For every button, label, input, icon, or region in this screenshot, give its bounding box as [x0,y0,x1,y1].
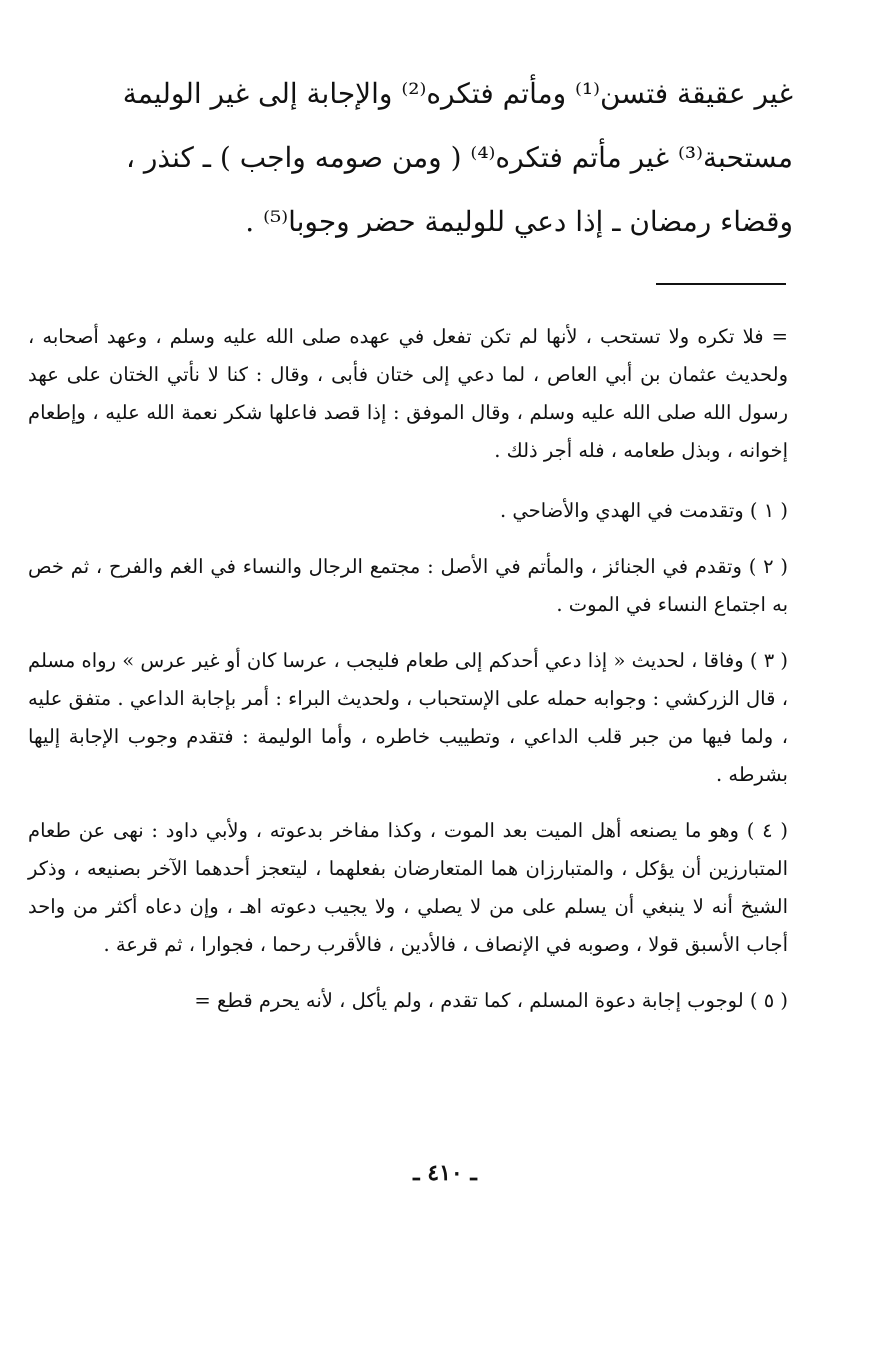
main-text-line: وقضاء رمضان ـ إذا دعي للوليمة حضر وجوبا⁽⁵⁾ . [245,205,793,238]
main-text-line: غير عقيقة فتسن⁽¹⁾ ومأتم فتكره⁽²⁾ والإجابة إلى غير الوليمة [122,77,793,110]
footnote-5: ( ٥ ) لوجوب إجابة دعوة المسلم ، كما تقدم ، ولم يأكل ، لأنه يحرم قطع = [194,989,788,1012]
footnote-divider [656,283,786,285]
footnote-continuation: = فلا تكره ولا تستحب ، لأنها لم تكن تفعل في عهده صلى الله عليه وسلم ، وعهد أصحابه ، ولحديث عثمان بن أبي العاص ، لما دعي إلى ختان فأبى ، وقال : كنا لا نأتي الختان على عهد رسول الله صلى الله عليه وسلم ، وقال الموفق : إذا قصد فاعلها شكر نعمة الله عليه ، وإطعام إخوانه ، وبذل طعامه ، فله أجر ذلك . [28,325,788,462]
main-text-line: مستحبة⁽³⁾ غير مأتم فتكره⁽⁴⁾ ( ومن صومه واجب ) ـ كنذر ، [125,141,793,174]
page-number: ـ ٤١٠ ـ [413,1160,477,1186]
footnote-3: ( ٣ ) وفاقا ، لحديث « إذا دعي أحدكم إلى طعام فليجب ، عرسا كان أو غير عرس » رواه مسلم ، قال الزركشي : وجوابه حمله على الإستحباب ، ولحديث البراء : أمر بإجابة الداعي . متفق عليه ، ولما فيها من جبر قلب الداعي ، وتطييب خاطره ، وأما الوليمة : فتقدم وجوب الإجابة إليها بشرطه . [28,649,789,786]
footnotes [28,318,788,1038]
footnote-1: ( ١ ) وتقدمت في الهدي والأضاحي . [499,499,788,522]
main-text [48,62,793,254]
footnote-2: ( ٢ ) وتقدم في الجنائز ، والمأتم في الأصل : مجتمع الرجال والنساء في الغم والفرح ، ثم خص به اجتماع النساء في الموت . [28,555,788,616]
footnote-4: ( ٤ ) وهو ما يصنعه أهل الميت بعد الموت ، وكذا مفاخر بدعوته ، ولأبي داود : نهى عن طعام المتبارزين أن يؤكل ، والمتبارزان هما المتعارضان بفعلهما ، ليتعجز أحدهما الآخر بصنيعه ، وذكر الشيخ أنه لا ينبغي أن يسلم على من لا يصلي ، ولا يجيب دعوته اهـ ، وإن دعاه أكثر من واحد أجاب الأسبق قولا ، وصوبه في الإنصاف ، فالأدين ، فالأقرب رحما ، فجوارا ، ثم قرعة . [28,819,788,956]
